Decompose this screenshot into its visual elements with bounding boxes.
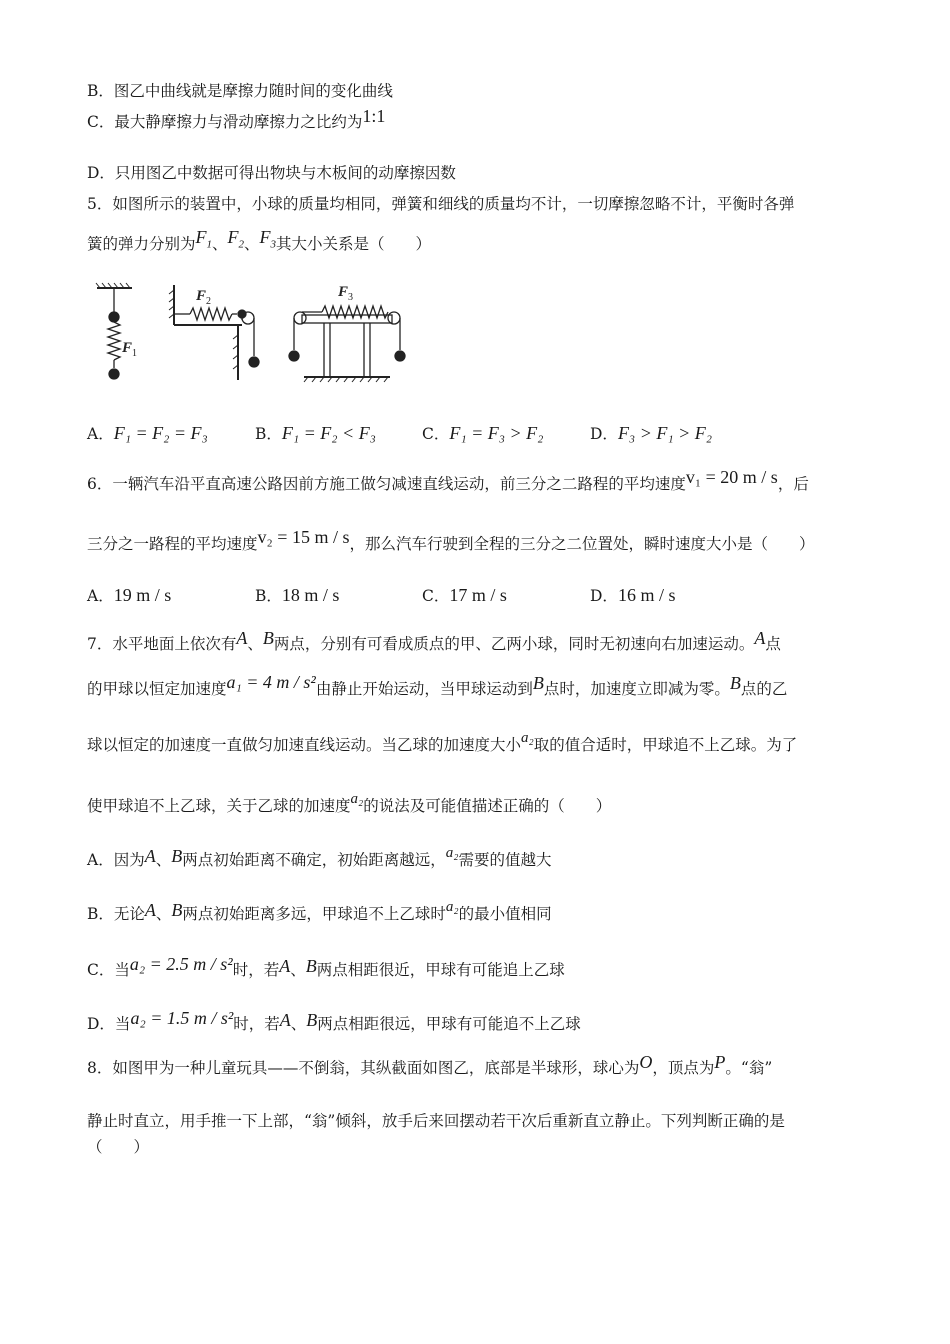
q6-option-b — [255, 576, 339, 606]
q5-sep2: 、 — [244, 235, 260, 253]
q7-stem-line1 — [87, 628, 781, 655]
q7-option-c-point-a: A — [279, 956, 291, 976]
q8-point-p: P — [714, 1052, 726, 1072]
q4-option-d: D．只用图乙中数据可得出物块与木板间的动摩擦因数 — [87, 164, 456, 182]
q7-option-a-sep: 、 — [155, 851, 172, 869]
q7-text-9: 取的值合适时，甲球追不上乙球。为了 — [533, 736, 798, 754]
q7-point-a: A — [236, 628, 248, 648]
q7-option-d-sep: 、 — [290, 1015, 307, 1033]
q5-option-c-label: C． — [422, 425, 450, 443]
q7-option-a — [87, 845, 552, 872]
q7-option-b-label: B．无论 — [87, 905, 145, 923]
q7-option-d-label: D．当 — [87, 1015, 131, 1033]
q7-option-b — [87, 899, 552, 926]
q5-f1: $F_1$ — [195, 227, 213, 251]
q7-a2: a₂ — [521, 730, 534, 746]
q7-text-7: 点的乙 — [740, 680, 788, 698]
q7-point-b-2: B — [532, 673, 544, 693]
q7-point-a-2: A — [754, 628, 766, 648]
q5-f3: $F_3$ — [259, 227, 277, 251]
q7-option-a-point-a: A — [144, 846, 156, 866]
q8-stem-line1 — [87, 1052, 773, 1079]
q5-option-b — [255, 408, 376, 444]
q5-figure-3 — [289, 306, 405, 382]
q5-figure-label-f2: F — [196, 288, 207, 304]
q7-text-4: 的甲球以恒定加速度 — [87, 680, 227, 698]
q7-option-b-point-b: B — [171, 900, 183, 920]
q5-sep1: 、 — [212, 235, 228, 253]
q6-option-b-value: 18 m / s — [281, 585, 340, 605]
q7-a1: a₁ = 4 m / s² — [226, 672, 316, 692]
q7-option-d-point-a: A — [279, 1010, 291, 1030]
q5-figure-2 — [169, 285, 259, 380]
q5-figure-1 — [96, 283, 132, 379]
q7-text-11: 的说法及可能值描述正确的（ ） — [363, 797, 612, 815]
q5-option-d-expr: F₃ > F₁ > F₂ — [617, 423, 712, 443]
q7-a2-2: a₂ — [350, 791, 364, 807]
q6-option-a-value: 19 m / s — [113, 585, 172, 605]
q6-stem-line2 — [87, 527, 815, 555]
q6-stem-line1 — [87, 467, 809, 495]
q4-option-c — [87, 106, 386, 133]
q7-stem-line2 — [87, 672, 788, 700]
q5-figure-label-f1-sub: 1 — [132, 348, 137, 359]
q7-option-b-point-a: A — [144, 900, 156, 920]
q7-option-a-a2: a₂ — [445, 845, 459, 861]
q5-figure-label-f3-sub: 3 — [348, 292, 353, 303]
q7-option-a-label: A．因为 — [87, 851, 145, 869]
q6-text-1: 6．一辆汽车沿平直高速公路因前方施工做匀减速直线运动，前三分之二路程的平均速度 — [87, 475, 686, 493]
q4-option-c-ratio: 1:1 — [362, 106, 386, 126]
q4-option-b: B．图乙中曲线就是摩擦力随时间的变化曲线 — [87, 82, 393, 100]
q6-option-c — [422, 576, 507, 606]
q7-text-6: 点时，加速度立即减为零。 — [543, 680, 730, 698]
q7-text-1: 7．水平地面上依次有 — [87, 635, 237, 653]
q7-option-b-sep: 、 — [155, 905, 172, 923]
q6-v1: v₁ = 20 m / s — [685, 467, 778, 487]
q5-option-a-label: A． — [87, 425, 114, 443]
q8-text-2: ，顶点为 — [652, 1059, 715, 1077]
q7-option-c-text: 时，若 — [232, 961, 280, 979]
q7-text-5: 由静止开始运动，当甲球运动到 — [315, 680, 533, 698]
q7-text-3: 点 — [765, 635, 781, 653]
q6-option-b-label: B． — [255, 587, 282, 605]
q5-figure-label-f3: F — [338, 284, 349, 300]
q7-option-a-text: 两点初始距离不确定，初始距离越远， — [182, 851, 446, 869]
q7-option-c-point-b: B — [305, 956, 317, 976]
q6-option-d-value: 16 m / s — [617, 585, 676, 605]
q5-figure-label-f1: F — [122, 340, 133, 356]
q7-option-c-text-end: 两点相距很近，甲球有可能追上乙球 — [316, 961, 565, 979]
q7-option-c-sep: 、 — [290, 961, 306, 979]
q5-option-c-expr: F₁ = F₃ > F₂ — [449, 423, 544, 443]
q6-option-a — [87, 576, 171, 606]
q5-option-b-expr: F₁ = F₂ < F₃ — [281, 423, 376, 443]
q5-option-d — [590, 408, 712, 444]
q7-text-10: 使甲球追不上乙球，关于乙球的加速度 — [87, 797, 351, 815]
q5-option-b-label: B． — [255, 425, 282, 443]
q7-option-a-text-end: 需要的值越大 — [458, 851, 552, 869]
q7-option-b-a2: a₂ — [445, 899, 459, 915]
q6-text-2: ，后 — [777, 475, 809, 493]
q7-option-d — [87, 1008, 581, 1035]
q6-v2: v₂ = 15 m / s — [257, 527, 350, 547]
q6-text-3: 三分之一路程的平均速度 — [87, 535, 258, 553]
q5-f2: $F_2$ — [227, 227, 245, 251]
q8-text-3: 。“翁” — [725, 1059, 773, 1077]
q7-point-b: B — [262, 628, 274, 648]
q6-option-d-label: D． — [590, 587, 618, 605]
q6-option-c-value: 17 m / s — [449, 585, 507, 605]
q8-stem-line3: （ ） — [87, 1138, 150, 1156]
q7-option-a-point-b: B — [171, 846, 183, 866]
q5-spring-figure — [92, 280, 412, 392]
q7-option-b-text-end: 的最小值相同 — [458, 905, 552, 923]
q8-stem-line2: 静止时直立，用手推一下上部，“翁”倾斜，放手后来回摆动若干次后重新直立静止。下列判断正确的是 — [87, 1112, 785, 1130]
q7-stem-line4 — [87, 791, 612, 818]
q5-stem-text-end: 其大小关系是（ ） — [276, 235, 432, 253]
q5-option-d-label: D． — [590, 425, 618, 443]
q7-option-b-text: 两点初始距离多远，甲球追不上乙球时 — [182, 905, 446, 923]
q8-text-1: 8．如图甲为一种儿童玩具——不倒翁，其纵截面如图乙，底部是半球形，球心为 — [87, 1059, 640, 1077]
q7-option-c — [87, 954, 565, 981]
q5-stem-line1: 5．如图所示的装置中，小球的质量均相同，弹簧和细线的质量均不计，一切摩擦忽略不计，平衡时各弹 — [87, 195, 795, 213]
q4-option-c-text: C．最大静摩擦力与滑动摩擦力之比约为 — [87, 113, 363, 131]
q5-option-a-expr: F₁ = F₂ = F₃ — [113, 423, 208, 443]
q5-option-c — [422, 408, 543, 444]
q5-option-a — [87, 408, 208, 444]
q6-option-d — [590, 576, 675, 606]
q7-option-d-point-b: B — [306, 1010, 318, 1030]
q7-text-8: 球以恒定的加速度一直做匀加速直线运动。当乙球的加速度大小 — [87, 736, 522, 754]
q7-sep-1: 、 — [247, 635, 263, 653]
q6-text-4: ，那么汽车行驶到全程的三分之二位置处，瞬时速度大小是（ ） — [349, 535, 815, 553]
q7-option-d-value: a₂ = 1.5 m / s² — [130, 1008, 234, 1028]
q7-option-c-label: C．当 — [87, 961, 130, 979]
q7-option-d-text: 时，若 — [233, 1015, 280, 1033]
q7-option-d-text-end: 两点相距很远，甲球有可能追不上乙球 — [317, 1015, 581, 1033]
q5-stem-line2 — [87, 227, 432, 262]
q8-point-o: O — [639, 1052, 653, 1072]
q7-stem-line3 — [87, 730, 798, 757]
q7-text-2: 两点，分别有可看成质点的甲、乙两小球，同时无初速向右加速运动。 — [273, 635, 755, 653]
q5-figure-label-f2-sub: 2 — [206, 296, 211, 307]
q5-stem-text: 簧的弹力分别为 — [87, 235, 196, 253]
q7-option-c-value: a₂ = 2.5 m / s² — [129, 954, 233, 974]
q7-point-b-3: B — [729, 673, 741, 693]
q6-option-a-label: A． — [87, 587, 114, 605]
q6-option-c-label: C． — [422, 587, 450, 605]
